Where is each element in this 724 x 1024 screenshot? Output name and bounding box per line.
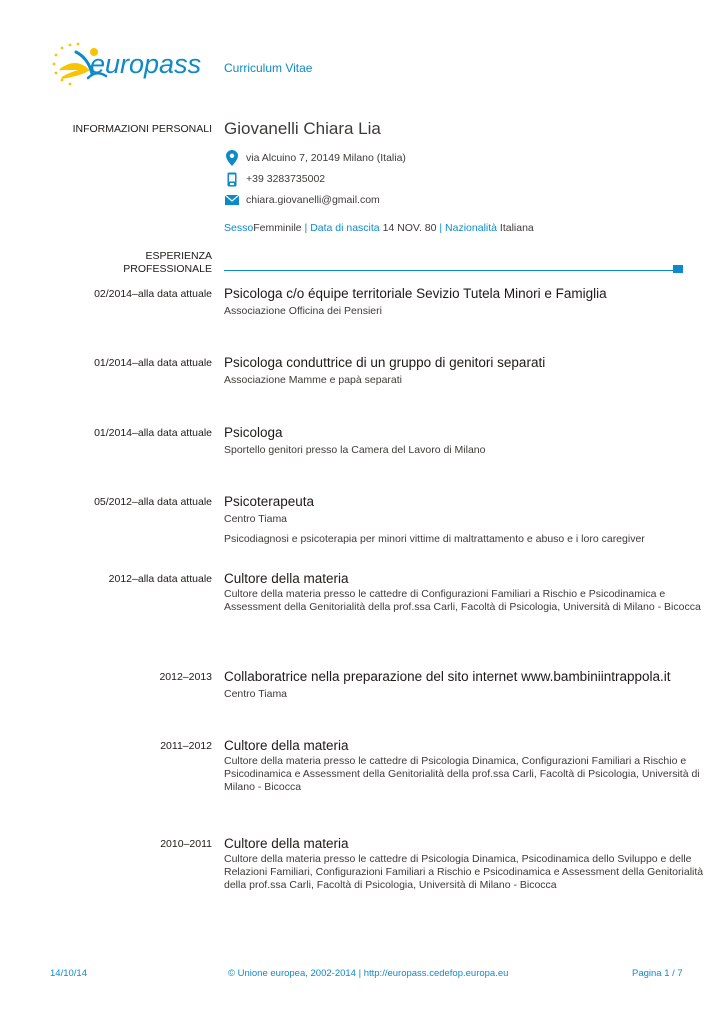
entry-date: 2012–alla data attuale <box>108 573 212 585</box>
document-title: Curriculum Vitae <box>224 61 313 75</box>
nationality-label: Nazionalità <box>445 222 497 234</box>
footer-date: 14/10/14 <box>50 968 87 979</box>
sex-value: Femminile <box>253 222 302 234</box>
birth-label: Data di nascita <box>310 222 380 234</box>
separator: | <box>436 222 446 234</box>
entry-date: 2012–2013 <box>159 671 212 683</box>
logo-wordmark: europass <box>90 49 202 79</box>
mobile-phone-icon <box>224 171 240 187</box>
entry-organization: Centro Tiama <box>224 688 288 700</box>
footer-copyright[interactable]: © Unione europea, 2002-2014 | http://europass.cedefop.europa.eu <box>228 968 509 979</box>
entry-organization: Associazione Mamme e papà separati <box>224 374 403 386</box>
phone-row <box>224 171 325 187</box>
entry-title: Psicoterapeuta <box>224 494 315 509</box>
address-row <box>224 150 406 166</box>
entry-title: Collaboratrice nella preparazione del sito internet www.bambiniintrappola.it <box>224 669 671 684</box>
entry-title: Psicologa <box>224 425 283 440</box>
sex-label: Sesso <box>224 222 254 234</box>
entry-organization: Centro Tiama <box>224 513 288 525</box>
entry-date: 2010–2011 <box>160 838 212 850</box>
candidate-name: Giovanelli Chiara Lia <box>224 119 381 138</box>
entry-organization: Sportello genitori presso la Camera del Lavoro di Milano <box>224 444 486 456</box>
phone-text[interactable]: +39 3283735002 <box>246 173 326 185</box>
entry-date: 01/2014–alla data attuale <box>94 427 212 439</box>
experience-label-line1: ESPERIENZA <box>145 250 212 262</box>
entry-description: Cultore della materia presso le cattedre di Configurazioni Familiari a Rischio e Psicodinamica e Assessment della Genitorialità della prof.ssa Carli, Facoltà di Psicologia, Università di Milano - Bicocca <box>224 588 701 613</box>
experience-section-label <box>12 250 212 276</box>
entry-description: Psicodiagnosi e psicoterapia per minori vittime di maltrattamento e abuso e i loro caregiver <box>224 533 645 545</box>
envelope-icon <box>224 192 240 208</box>
entry-title: Cultore della materia <box>224 836 349 851</box>
address-text: via Alcuino 7, 20149 Milano (Italia) <box>246 152 406 164</box>
section-divider-marker <box>673 265 683 273</box>
footer-page-number: Pagina 1 / 7 <box>632 968 683 979</box>
europass-logo-graphic <box>50 40 220 90</box>
entry-title: Cultore della materia <box>224 738 349 753</box>
location-pin-icon <box>224 150 240 166</box>
entry-organization: Associazione Officina dei Pensieri <box>224 305 382 317</box>
entry-date: 02/2014–alla data attuale <box>94 288 212 300</box>
personal-info-label: INFORMAZIONI PERSONALI <box>72 123 212 135</box>
europass-logo <box>50 40 220 90</box>
entry-date: 01/2014–alla data attuale <box>94 357 212 369</box>
entry-title: Psicologa c/o équipe territoriale Sevizio Tutela Minori e Famiglia <box>224 286 607 301</box>
entry-description: Cultore della materia presso le cattedre di Psicologia Dinamica, Psicodinamica dello Sviluppo e delle Relazioni Familiari, Configurazioni Familiari a Rischio e Psicodinamica e Assessment della Genitorialità della prof.ssa Carli, Facoltà di Psicologia, Università di Milano - Bicocca <box>224 853 704 891</box>
email-text[interactable]: chiara.giovanelli@gmail.com <box>246 194 380 206</box>
email-row <box>224 192 380 208</box>
section-divider <box>224 270 676 271</box>
separator: | <box>301 222 311 234</box>
entry-date: 2011–2012 <box>160 740 212 752</box>
entry-title: Cultore della materia <box>224 571 349 586</box>
nationality-value: Italiana <box>497 222 534 234</box>
entry-title: Psicologa conduttrice di un gruppo di genitori separati <box>224 355 546 370</box>
experience-label-line2: PROFESSIONALE <box>123 263 212 275</box>
entry-date: 05/2012–alla data attuale <box>94 496 212 508</box>
entry-description: Cultore della materia presso le cattedre di Psicologia Dinamica, Configurazioni Familiari a Rischio e Psicodinamica e Assessment della Genitorialità della prof.ssa Carli, Facoltà di Psicologia, Università di Milano - Bicocca <box>224 755 700 793</box>
personal-details-line <box>224 222 534 234</box>
birth-value: 14 NOV. 80 <box>379 222 437 234</box>
